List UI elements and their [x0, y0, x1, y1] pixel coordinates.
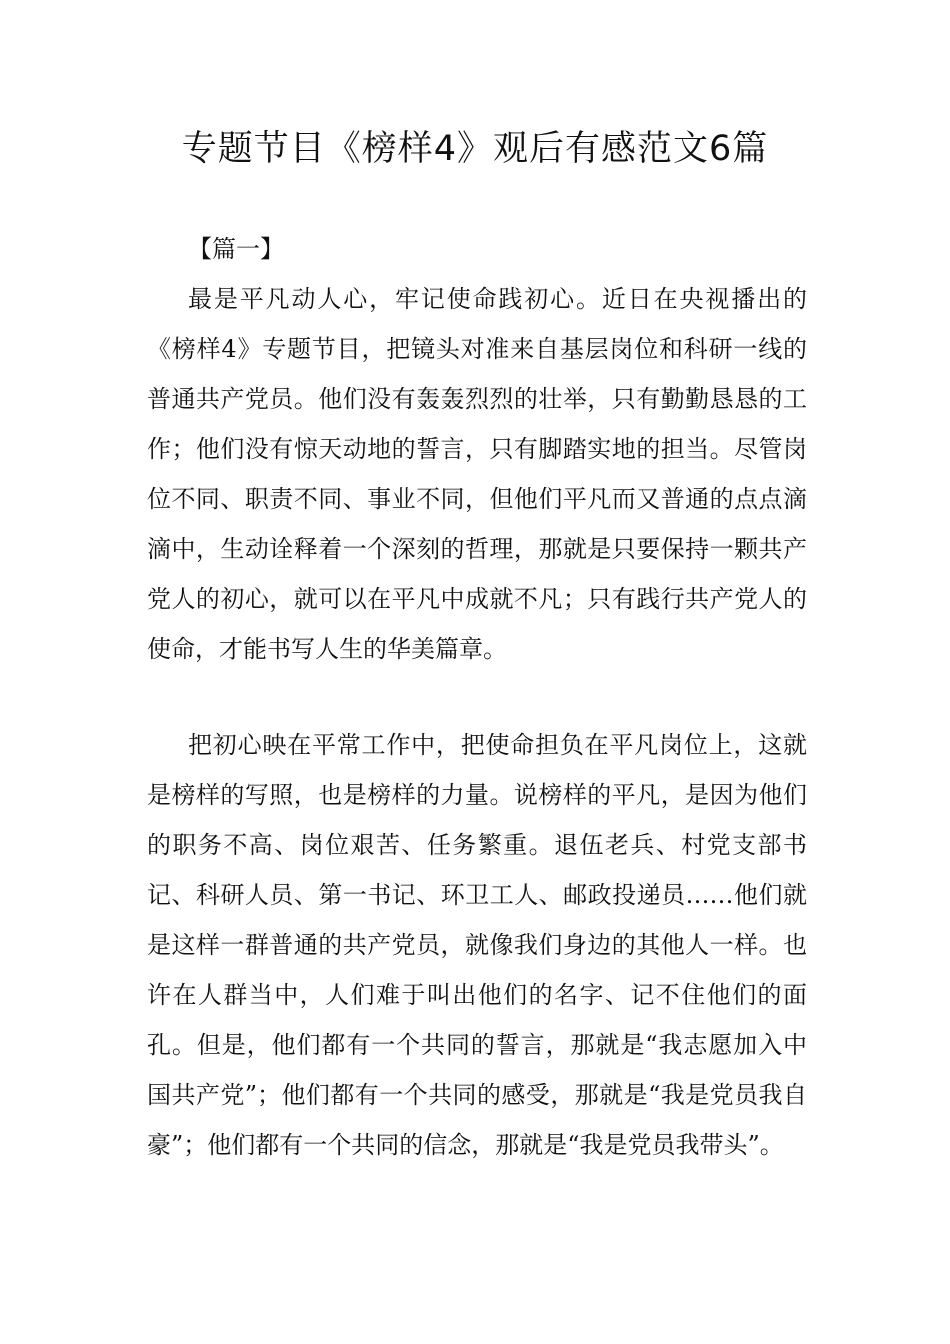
section-label: 【篇一】: [188, 235, 284, 263]
paragraph-1: 最是平凡动人心，牢记使命践初心。近日在央视播出的《榜样4》专题节目，把镜头对准来自基层岗位和科研一线的普通共产党员。他们没有轰轰烈烈的壮举，只有勤勤恳恳的工作；他们没有惊天动地的誓言，只有脚踏实地的担当。尽管岗位不同、职责不同、事业不同，但他们平凡而又普通的点点滴滴中，生动诠释着一个深刻的哲理，那就是只要保持一颗共产党人的初心，就可以在平凡中成就不凡；只有践行共产党人的使命，才能书写人生的华美篇章。: [147, 285, 807, 663]
paragraph-2: 把初心映在平常工作中，把使命担负在平凡岗位上，这就是榜样的写照，也是榜样的力量。说榜样的平凡，是因为他们的职务不高、岗位艰苦、任务繁重。退伍老兵、村党支部书记、科研人员、第一书记、环卫工人、邮政投递员……他们就是这样一群普通的共产党员，就像我们身边的其他人一样。也许在人群当中，人们难于叫出他们的名字、记不住他们的面孔。但是，他们都有一个共同的誓言，那就是“我志愿加入中国共产党”；他们都有一个共同的感受，那就是“我是党员我自豪”；他们都有一个共同的信念，那就是“我是党员我带头”。: [147, 731, 807, 1159]
document-title: 专题节目《榜样4》观后有感范文6篇: [181, 129, 769, 169]
